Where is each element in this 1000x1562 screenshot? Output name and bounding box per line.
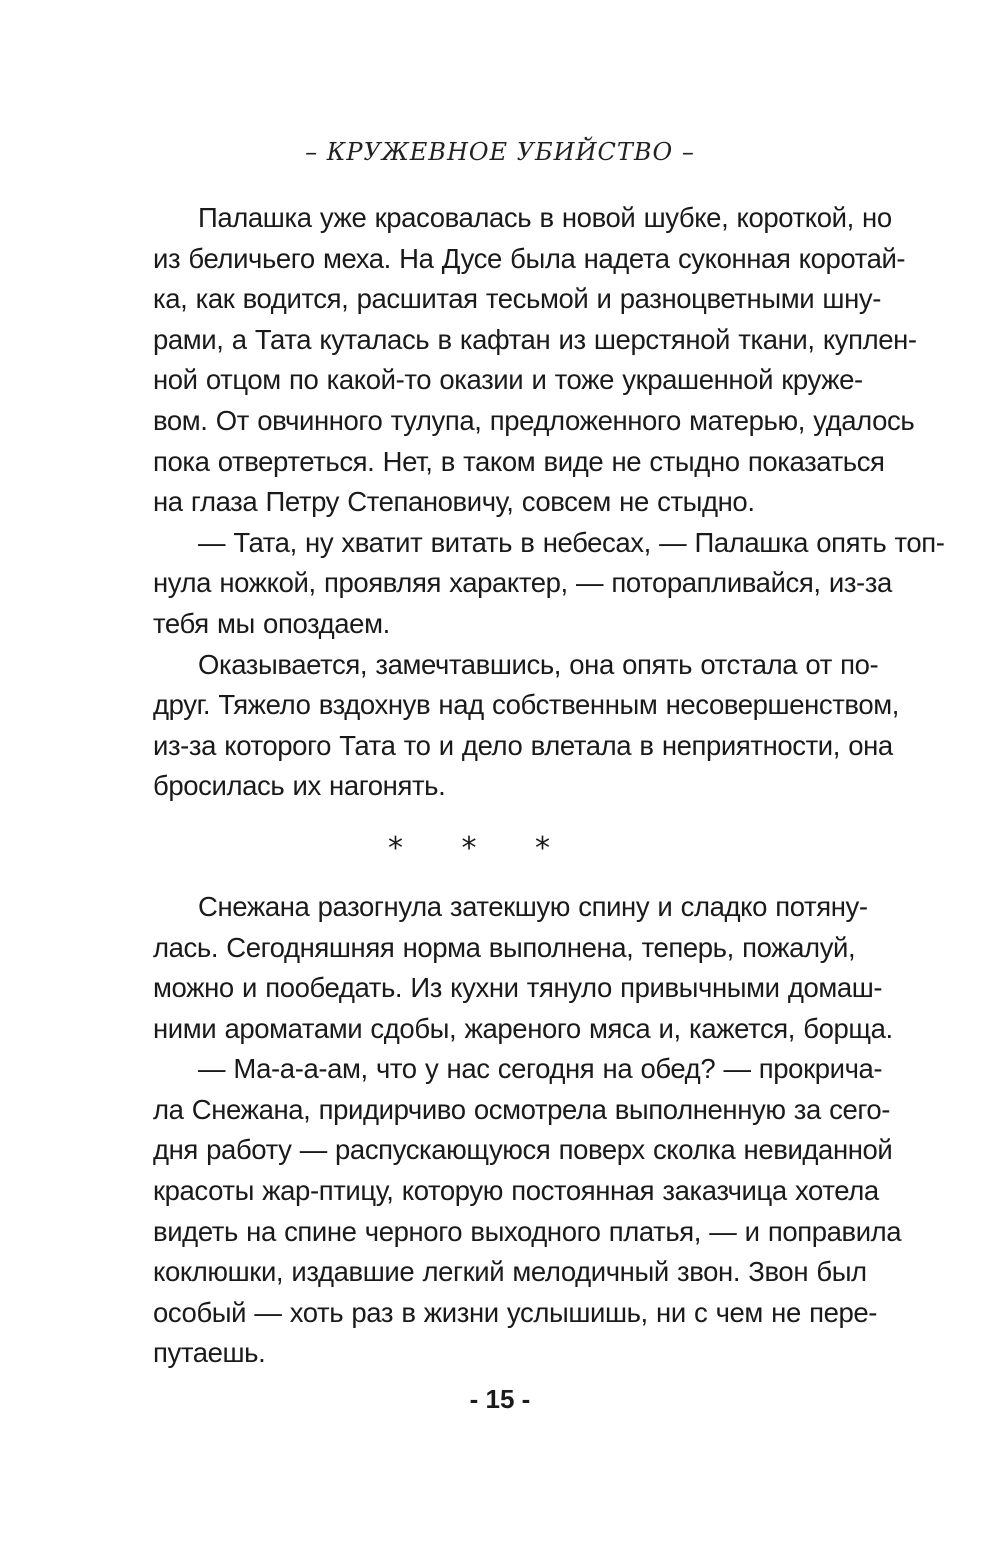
text-line: красоты жар-птицу, которую постоянная заказчица хотела [153,1175,879,1207]
page-body [108,198,945,1374]
running-head: – КРУЖЕВНОЕ УБИЙСТВО – [305,138,695,166]
text-line: путаешь. [153,1337,266,1369]
page-number: - 15 - [469,1384,531,1414]
text-line: — Ма-а-а-ам, что у нас сегодня на обед? — прокрича- [198,1053,883,1085]
text-line: лась. Сегодняшняя норма выполнена, теперь, пожалуй, [153,931,856,963]
text-line: бросилась их нагонять. [153,770,446,802]
text-line: особый — хоть раз в жизни услышишь, ни с чем не пере- [153,1296,878,1328]
paragraph [108,198,917,523]
paragraph [108,523,945,645]
text-line: Оказывается, замечтавшись, она опять отстала от по- [198,648,879,680]
text-line: из-за которого Тата то и дело влетала в неприятности, она [153,729,893,761]
text-line: дня работу — распускающуюся поверх сколка невиданной [153,1134,893,1166]
text-line: ла Снежана, придирчиво осмотрела выполненную за сего- [153,1093,891,1125]
text-line: Снежана разогнула затекшую спину и сладко потяну- [198,890,868,922]
text-line: ними ароматами сдобы, жареного мяса и, кажется, борща. [153,1012,893,1044]
text-line: нула ножкой, проявляя характер, — поторапливайся, из-за [153,567,892,599]
text-line: вом. От овчинного тулупа, предложенного матерью, удалось [153,404,915,436]
text-line: ка, как водится, расшитая тесьмой и разноцветными шну- [153,283,881,315]
text-line: тебя мы опоздаем. [153,607,390,639]
text-line: можно и пообедать. Из кухни тянуло привычными домаш- [153,972,883,1004]
text-line: — Тата, ну хватит витать в небесах, — Палашка опять топ- [198,526,945,558]
text-line: видеть на спине черного выходного платья, — и поправила [153,1215,902,1247]
paragraph [108,645,899,807]
paragraph [108,887,893,1049]
text-line: пока отвертеться. Нет, в таком виде не стыдно показаться [153,445,885,477]
paragraph [108,1049,902,1374]
text-line: на глаза Петру Степановичу, совсем не стыдно. [153,486,755,518]
text-line: ной отцом по какой-то оказии и тоже украшенной круже- [153,364,863,396]
text-line: Палашка уже красовалась в новой шубке, короткой, но [198,202,892,233]
text-line: из беличьего меха. На Дусе была надета суконная коротай- [153,242,906,274]
text-line: рами, а Тата куталась в кафтан из шерстяной ткани, куплен- [153,323,917,355]
text-line: друг. Тяжело вздохнув над собственным несовершенством, [153,689,899,721]
text-line: коклюшки, издавшие легкий мелодичный звон. Звон был [153,1256,867,1288]
section-separator: * * * [387,830,575,866]
